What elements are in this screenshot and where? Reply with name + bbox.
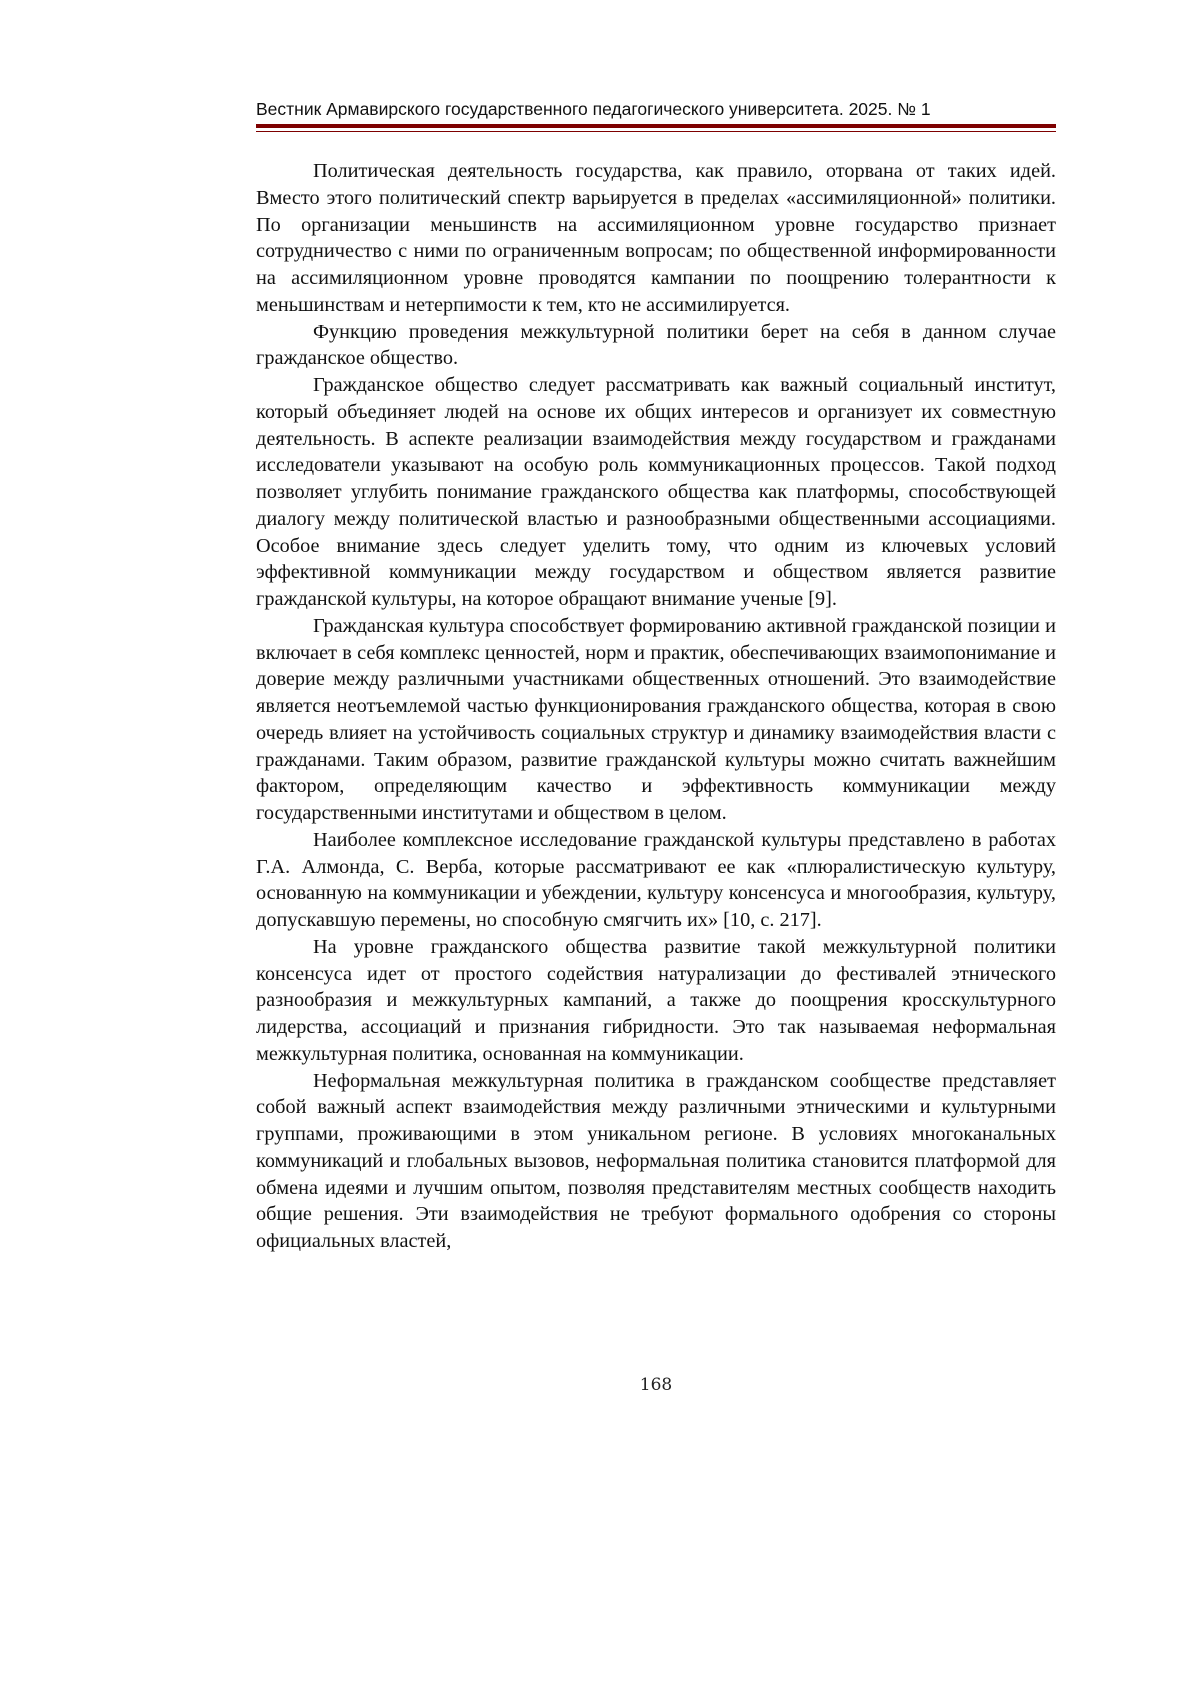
article-body — [256, 158, 1056, 1255]
paragraph: Неформальная межкультурная политика в гражданском сообществе представляет собой важный аспект взаимодействия между различными этническими и культурными группами, проживающими в этом уникальном регионе. В условиях многоканальных коммуникаций и глобальных вызовов, неформальная политика становится платформой для обмена идеями и лучшим опытом, позволяя представителям местных сообществ находить общие решения. Эти взаимодействия не требуют формального одобрения со стороны официальных властей, — [256, 1068, 1056, 1255]
running-header: Вестник Армавирского государственного педагогического университета. 2025. № 1 — [256, 96, 1056, 122]
page-number: 168 — [256, 1373, 1056, 1397]
paragraph: Гражданская культура способствует формированию активной гражданской позиции и включает в себя комплекс ценностей, норм и практик, обеспечивающих взаимопонимание и доверие между различными участниками общественных отношений. Это взаимодействие является неотъемлемой частью функционирования гражданского общества, которая в свою очередь влияет на устойчивость социальных структур и динамику взаимодействия власти с гражданами. Таким образом, развитие гражданской культуры можно считать важнейшим фактором, определяющим качество и эффективность коммуникации между государственными институтами и обществом в целом. — [256, 613, 1056, 827]
paragraph: На уровне гражданского общества развитие такой межкультурной политики консенсуса идет от простого содействия натурализации до фестивалей этнического разнообразия и межкультурных кампаний, а также до поощрения кросскультурного лидерства, ассоциаций и признания гибридности. Это так называемая неформальная межкультурная политика, основанная на коммуникации. — [256, 934, 1056, 1068]
header-rule-thin — [256, 131, 1056, 132]
header-rule-thick — [256, 124, 1056, 128]
paragraph: Наиболее комплексное исследование гражданской культуры представлено в работах Г.А. Алмонда, С. Верба, которые рассматривают ее как «плюралистическую культуру, основанную на коммуникации и убеждении, культуру консенсуса и многообразия, культуру, допускавшую перемены, но способную смягчить их» [10, с. 217]. — [256, 827, 1056, 934]
paragraph: Функцию проведения межкультурной политики берет на себя в данном случае гражданское общество. — [256, 319, 1056, 373]
journal-page — [0, 0, 1200, 1697]
paragraph: Гражданское общество следует рассматривать как важный социальный институт, который объединяет людей на основе их общих интересов и организует их совместную деятельность. В аспекте реализации взаимодействия между государством и гражданами исследователи указывают на особую роль коммуникационных процессов. Такой подход позволяет углубить понимание гражданского общества как платформы, способствующей диалогу между политической властью и разнообразными общественными ассоциациями. Особое внимание здесь следует уделить тому, что одним из ключевых условий эффективной коммуникации между государством и обществом является развитие гражданской культуры, на которое обращают внимание ученые [9]. — [256, 372, 1056, 613]
paragraph: Политическая деятельность государства, как правило, оторвана от таких идей. Вместо этого политический спектр варьируется в пределах «ассимиляционной» политики. По организации меньшинств на ассимиляционном уровне государство признает сотрудничество с ними по ограниченным вопросам; по общественной информированности на ассимиляционном уровне проводятся кампании по поощрению толерантности к меньшинствам и нетерпимости к тем, кто не ассимилируется. — [256, 158, 1056, 319]
